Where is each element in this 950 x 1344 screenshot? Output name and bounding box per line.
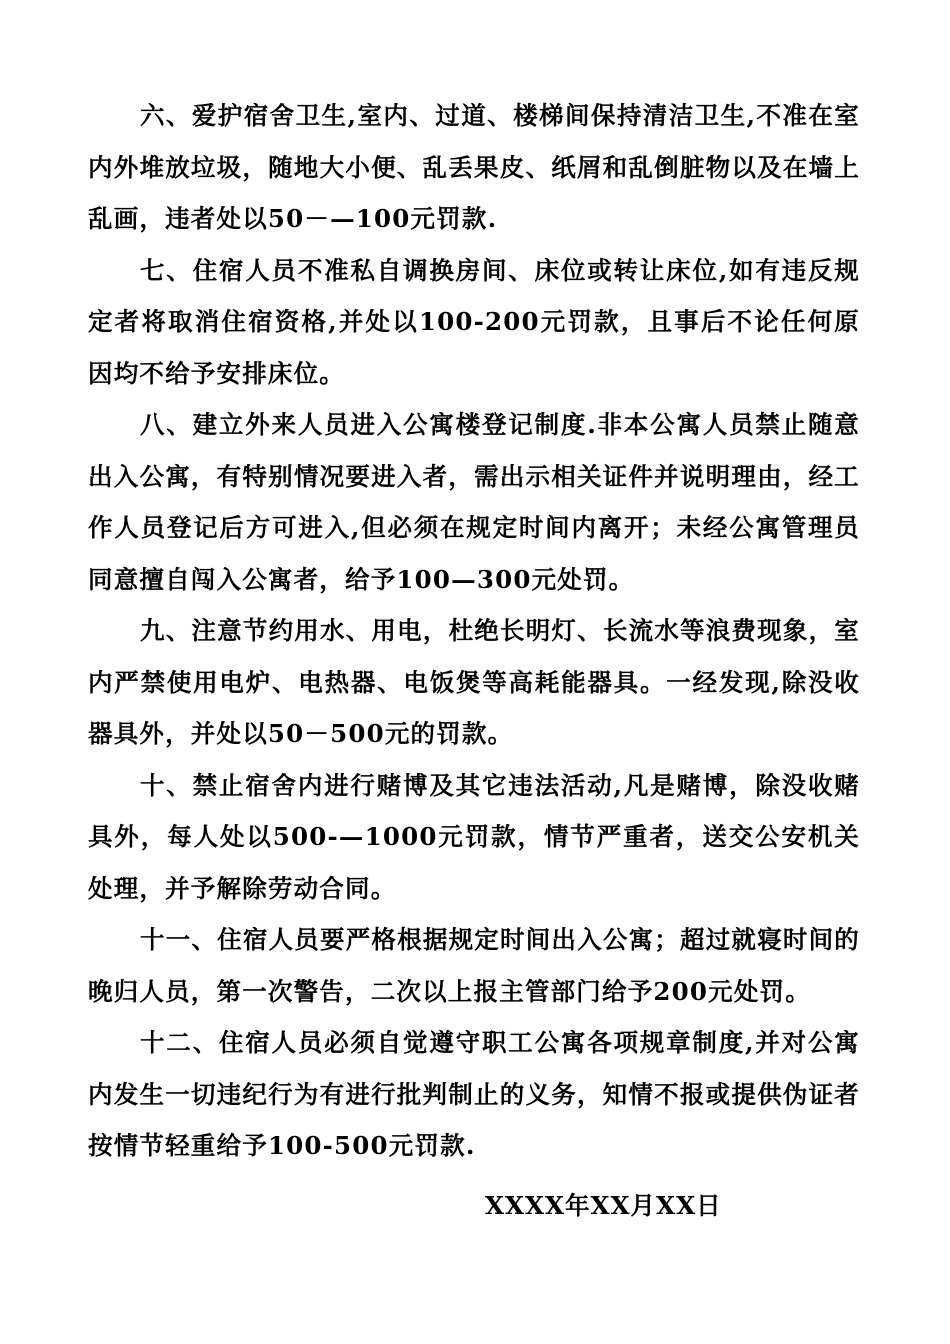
- document-body: [88, 90, 860, 1172]
- document-date: XXXX年XX月XX日: [485, 1191, 722, 1220]
- rule-paragraph-8: 八、建立外来人员进入公寓楼登记制度.非本公寓人员禁止随意出入公寓，有特别情况要进入者，需出示相关证件并说明理由，经工作人员登记后方可进入,但必须在规定时间内离开；未经公寓管理员同意擅自闯入公寓者，给予100—300元处罚。: [88, 410, 860, 594]
- rule-paragraph-6: 六、爱护宿舍卫生,室内、过道、楼梯间保持清洁卫生,不准在室内外堆放垃圾，随地大小便、乱丢果皮、纸屑和乱倒脏物以及在墙上乱画，违者处以50－—100元罚款.: [88, 101, 860, 233]
- rule-paragraph-12: 十二、住宿人员必须自觉遵守职工公寓各项规章制度,并对公寓内发生一切违纪行为有进行批判制止的义务，知情不报或提供伪证者按情节轻重给予100-500元罚款.: [88, 1028, 860, 1160]
- rule-paragraph-9: 九、注意节约用水、用电，杜绝长明灯、长流水等浪费现象，室内严禁使用电炉、电热器、电饭煲等高耗能器具。一经发现,除没收器具外，并处以50－500元的罚款。: [88, 616, 860, 748]
- rule-paragraph-7: 七、住宿人员不准私自调换房间、床位或转让床位,如有违反规定者将取消住宿资格,并处以100-200元罚款，且事后不论任何原因均不给予安排床位。: [88, 255, 860, 388]
- rule-paragraph-10: 十、禁止宿舍内进行赌博及其它违法活动,凡是赌博，除没收赌具外，每人处以500-—1000元罚款，情节严重者，送交公安机关处理，并予解除劳动合同。: [88, 770, 860, 903]
- rule-paragraph-11: 十一、住宿人员要严格根据规定时间出入公寓；超过就寝时间的晚归人员，第一次警告，二次以上报主管部门给予200元处罚。: [88, 925, 860, 1006]
